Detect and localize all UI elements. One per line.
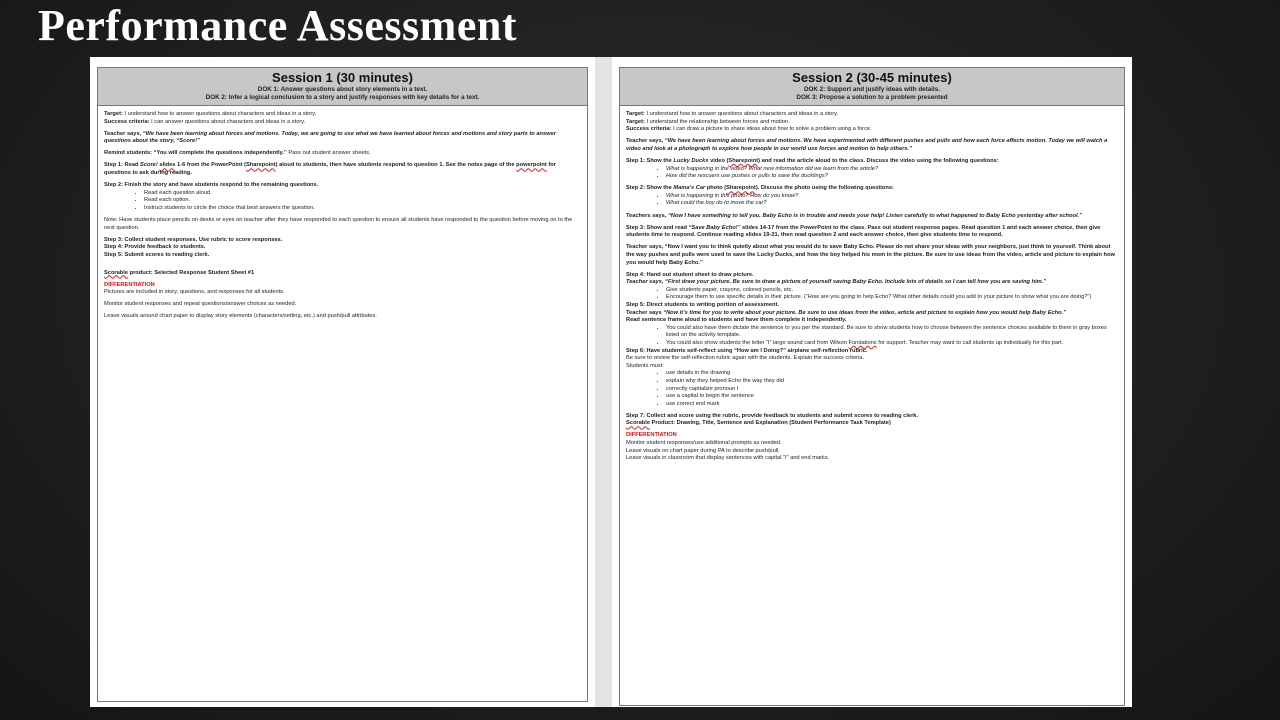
session-1-header [97,67,588,106]
teacher-says-paragraph: Teacher says, “We have been learning about forces and motions. Today, we are going to use what we have learned about forces and motions and story parts to answer questions about the story, “Score!” [104,130,556,145]
step-6-text: Be sure to review the self-reflection rubric again with the students. Explain the success criteria. [626,355,865,362]
step-4-heading: Step 4: Hand out student sheet to draw picture. [626,271,754,278]
differentiation-item: Leave visuals around chart paper to display story elements (characters/setting, etc.) and push/pull attributes. [104,313,377,320]
list-item: • What could the boy do to move the car? [666,200,1118,208]
sentence-frame-line: Read sentence frame aloud to students and have them complete it independently. [626,317,847,324]
scorable-product-line: Scorable Product: Drawing, Title, Sentence and Explanation (Student Performance Task Template) [626,420,891,427]
note-paragraph: Note: Have students place pencils on desks or eyes on teacher after they have responded to each question to ensure all students have responded to the question before moving on to the next question. [104,217,573,231]
differentiation-item: Monitor student responses/use additional prompts as needed. [626,440,782,447]
success-criteria-line: Success criteria: I can answer questions about characters and ideas in a story. [104,118,306,125]
dok-3-line: DOK 3: Propose a solution to a problem presented [796,94,948,101]
teacher-says-paragraph: Teacher says, “First draw your picture. Be sure to draw a picture of yourself saving Baby Echo. Include lots of details so I can tell how you are saving him.” [626,279,1047,286]
step-1-heading: Step 1: Show the Lucky Ducks video (Sharepoint) and read the article aloud to the class. Discuss the video using the following questions: [626,157,999,164]
differentiation-item: Leave visuals in classroom that display sentences with capital “I” and end marks. [626,455,830,462]
slide-title: Performance Assessment [38,1,517,50]
students-must-label: Students must: [626,362,664,369]
session-2-title: Session 2 (30-45 minutes) [792,70,952,85]
list-item: • You could also show students the letter “I” large sound card from Wilson Fundations for support. Teacher may want to call students up individually for this part. [666,340,1118,348]
list-item: • Read each question aloud. [144,190,581,198]
step-1-list [626,166,1118,181]
teacher-says-paragraph: Teacher says, “Now I want you to think quietly about what you would do to save Baby Echo. Please do not share your ideas with your neighbors, just think to yourself. Think about the way pushes and pulls were used to save the Lucky Ducks, and how the boy helped his mom in the picture. Be sure to use ideas from the video, article and picture to explain how you would help Baby Echo.” [626,244,1115,266]
list-item: • Instruct students to circle the choice that best answers the question. [144,205,581,213]
target-line: Target: I understand how to answer questions about characters and ideas in a story. [626,111,839,117]
differentiation-item: Leave visuals on chart paper during PA to describe push/pull. [626,447,780,454]
target-line: Target: I understand the relationship between forces and motion. [626,118,790,125]
remind-students-paragraph: Remind students: “You will complete the questions independently.” Pass out student answer sheets. [104,150,371,157]
list-item: • Give students paper, crayons, colored pencils, etc. [666,287,1118,295]
step-4-line: Step 4: Provide feedback to students. [104,244,206,251]
teacher-says-paragraph: Teacher says, “We have been learning about forces and motions. We have experimented with different pushes and pulls and how each force affects motion. Today we will watch a video and look at a photograph to explore how people in our world use forces and motion to help others.” [626,138,1108,152]
list-item: • use a capital to begin the sentence [666,393,1118,401]
page-gutter [595,57,612,707]
teacher-says-paragraph: Teacher says “Now it’s time for you to write about your picture. Be sure to use ideas from the video, article and picture to explain how you would help Baby Echo.” [626,309,1067,316]
session-1-title: Session 1 (30 minutes) [272,70,413,85]
step-7-line: Step 7: Collect and score using the rubric, provide feedback to students and submit scores to reading clerk. [626,412,919,419]
step-6-list [626,370,1118,408]
list-item: • What is happening in this photo? How do you know? [666,193,1118,201]
step-5-heading: Step 5: Direct students to writing portion of assessment. [626,301,779,308]
list-item: • Read each option. [144,197,581,205]
sentence-frame-list [626,325,1118,348]
differentiation-heading: DIFFERENTIATION [104,281,155,288]
success-criteria-line: Success criteria: I can draw a picture to share ideas about how to solve a problem using a force. [626,126,872,133]
list-item: • use correct end mark [666,401,1118,409]
step-3-paragraph: Step 3: Show and read “Save Baby Echo!” slides 14-17 from the PowerPoint to the class. Pass out student response pages. Read question 1 and each answer choice, then give students time to respond. Continue reading slides 19-21, then read question 2 and each answer choice, then give students time to respond. [626,224,1101,239]
differentiation-heading: DIFFERENTIATION [626,432,677,439]
session-1-body [97,106,588,702]
list-item: • use details in the drawing [666,370,1118,378]
session-2-header [619,67,1125,106]
document-page-session-1 [90,57,595,707]
step-1-paragraph: Step 1: Read Score! slides 1-6 from the PowerPoint (Sharepoint) aloud to students, then have students respond to question 1. See the notes page of the powerpoint for questions to ask during reading. [104,162,556,177]
step-2-list [104,190,581,213]
step-6-heading: Step 6: Have students self-reflect using “How am I Doing?” airplane self-reflection rubric. [626,347,868,354]
differentiation-item: Monitor student responses and repeat questions/answer choices as needed. [104,301,297,308]
dok-2-line: DOK 2: Support and justify ideas with details. [803,86,941,93]
step-3-line: Step 3: Collect student responses. Use rubric to score responses. [104,236,283,243]
session-2-body [619,106,1125,706]
differentiation-item: Pictures are included in story, questions, and responses for all students. [104,289,285,296]
dok-2-line: DOK 2: Infer a logical conclusion to a story and justify responses with key details for a text. [205,94,480,101]
step-2-list [626,193,1118,208]
list-item: • What is happening in the video? What new information did we learn from the article? [666,166,1118,174]
document-page-session-2 [612,57,1132,707]
list-item: • You could also have them dictate the sentence to you per the standard. Be sure to show students how to choose between the sentence choices available to them in gray boxes listed on the activity template. [666,325,1118,340]
dok-1-line: DOK 1: Answer questions about story elements in a text. [257,86,428,93]
list-item: • Encourage them to use specific details in their picture. (“How are you going to help Echo? What other details could you add to your picture to show what you are doing?”) [666,294,1118,302]
list-item: • explain why they helped Echo the way they did [666,378,1118,386]
list-item: • How did the rescuers use pushes or pulls to save the ducklings? [666,173,1118,181]
step-2-heading: Step 2: Finish the story and have students respond to the remaining questions. [104,182,319,189]
step-5-line: Step 5: Submit scores to reading clerk. [104,251,210,258]
list-item: • correctly capitalize pronoun I [666,386,1118,394]
step-4-list [626,287,1118,302]
step-2-heading: Step 2: Show the Mama’s Car photo (Sharepoint). Discuss the photo using the following questions: [626,185,894,192]
target-line: Target: I understand how to answer questions about characters and ideas in a story. [104,111,317,117]
scorable-product-line: Scorable product: Selected Response Student Sheet #1 [104,269,255,276]
teacher-says-paragraph: Teachers says, “Now I have something to tell you, Baby Echo is in trouble and needs your help! Listen carefully to what happened to Baby Echo yesterday after school.” [626,212,1082,219]
